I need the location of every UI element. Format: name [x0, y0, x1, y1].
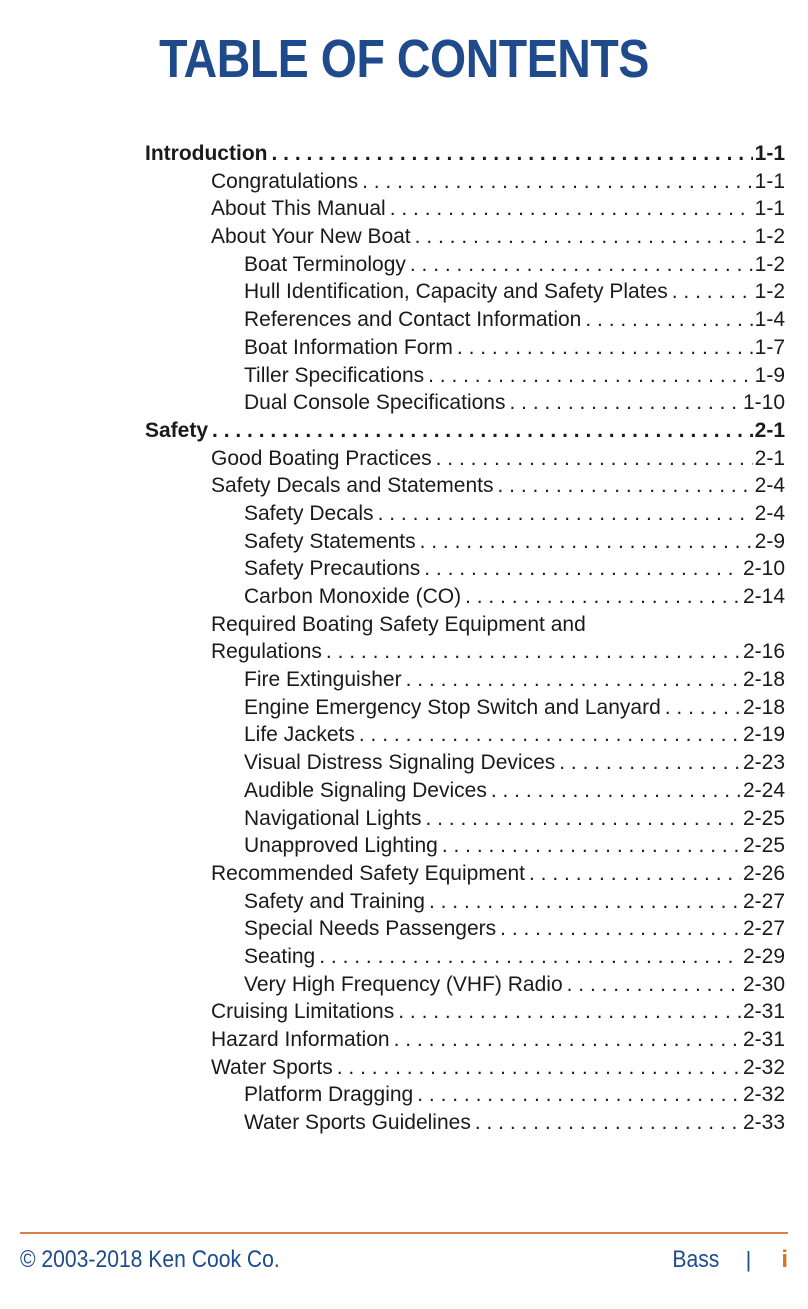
- toc-entry[interactable]: [244, 1109, 808, 1137]
- toc-entry-label: Safety Precautions: [244, 557, 421, 581]
- toc-entry-label: About This Manual: [211, 197, 386, 221]
- toc-entry-page: 2-19: [742, 723, 785, 747]
- toc-dot-leader: [378, 500, 753, 528]
- toc-entry-page: 1-9: [754, 363, 785, 387]
- toc-entry-page: 2-16: [742, 640, 785, 664]
- footer-divider: [20, 1232, 788, 1234]
- toc-entry-page: 2-14: [742, 585, 785, 608]
- toc-dot-leader: [509, 389, 740, 417]
- toc-entry-label: Water Sports Guidelines: [244, 1111, 471, 1135]
- toc-entry[interactable]: [244, 805, 808, 833]
- toc-entry[interactable]: [211, 860, 808, 888]
- toc-entry[interactable]: [211, 1026, 808, 1054]
- toc-entry-page: 2-10: [742, 557, 785, 581]
- toc-entry-page: 2-30: [742, 972, 785, 996]
- toc-entry-label: Platform Dragging: [244, 1083, 414, 1107]
- footer-page-number: i: [781, 1246, 788, 1273]
- toc-section-entry[interactable]: [145, 140, 808, 168]
- toc-entry-page: 2-9: [754, 529, 785, 553]
- table-of-contents: [0, 140, 808, 1137]
- toc-dot-leader: [398, 998, 741, 1026]
- toc-dot-leader: [212, 417, 753, 445]
- toc-entry[interactable]: [211, 223, 808, 251]
- toc-entry-page: 1-1: [754, 169, 785, 193]
- toc-entry-page: 2-4: [754, 501, 785, 525]
- toc-entry-label: Congratulations: [211, 169, 359, 193]
- toc-entry[interactable]: [211, 168, 808, 196]
- toc-dot-leader: [390, 195, 753, 223]
- toc-dot-leader: [498, 472, 753, 500]
- toc-entry[interactable]: [211, 1054, 808, 1082]
- toc-entry-page: 2-31: [742, 1028, 785, 1051]
- toc-entry[interactable]: [244, 749, 808, 777]
- toc-entry-label: Introduction: [145, 142, 268, 165]
- toc-entry-label: About Your New Boat: [211, 225, 411, 249]
- toc-entry-label: Very High Frequency (VHF) Radio: [244, 972, 563, 996]
- toc-entry-page: 2-1: [754, 446, 785, 470]
- toc-entry-label: Special Needs Passengers: [244, 917, 497, 941]
- toc-entry[interactable]: [211, 195, 808, 223]
- toc-dot-leader: [567, 971, 741, 999]
- toc-dot-leader: [420, 528, 753, 556]
- toc-entry-page: 2-33: [742, 1111, 785, 1135]
- toc-entry-label: Carbon Monoxide (CO): [244, 585, 462, 608]
- toc-dot-leader: [672, 278, 753, 306]
- toc-entry[interactable]: [244, 555, 808, 583]
- toc-entry[interactable]: [244, 528, 808, 556]
- toc-entry[interactable]: [244, 666, 808, 694]
- toc-dot-leader: [326, 638, 741, 666]
- toc-entry-page: 2-23: [742, 751, 785, 775]
- page-title: TABLE OF CONTENTS: [159, 29, 649, 89]
- toc-dot-leader: [585, 306, 752, 334]
- toc-entry[interactable]: [244, 694, 808, 722]
- toc-dot-leader: [417, 1081, 741, 1109]
- toc-dot-leader: [337, 1054, 741, 1082]
- toc-dot-leader: [665, 694, 741, 722]
- toc-section-entry[interactable]: [145, 417, 808, 445]
- toc-entry[interactable]: [244, 306, 808, 334]
- toc-entry[interactable]: [244, 721, 808, 749]
- toc-dot-leader: [457, 334, 753, 362]
- toc-entry-page: 1-2: [754, 225, 785, 249]
- footer-copyright: © 2003-2018 Ken Cook Co.: [20, 1246, 280, 1273]
- toc-entry-page: 1-4: [754, 308, 785, 332]
- toc-dot-leader: [415, 223, 753, 251]
- toc-entry-page: 2-24: [742, 778, 785, 802]
- toc-entry-page: 2-18: [742, 695, 785, 719]
- toc-entry-label: Unapproved Lighting: [244, 834, 438, 858]
- toc-entry-page: 2-32: [742, 1055, 785, 1079]
- toc-entry-label: Fire Extinguisher: [244, 668, 402, 692]
- toc-entry[interactable]: [244, 915, 808, 943]
- toc-entry-label: Regulations: [211, 640, 322, 664]
- toc-entry-page: 2-27: [742, 917, 785, 941]
- toc-dot-leader: [436, 445, 753, 473]
- toc-entry-page: 2-26: [742, 861, 785, 885]
- toc-entry-label: Navigational Lights: [244, 806, 422, 830]
- toc-entry[interactable]: [244, 278, 808, 306]
- toc-entry-label: Required Boating Safety Equipment and: [211, 612, 586, 636]
- toc-entry[interactable]: [244, 888, 808, 916]
- toc-entry-label: Hazard Information: [211, 1028, 390, 1051]
- toc-entry[interactable]: [211, 638, 808, 666]
- toc-entry-label: Engine Emergency Stop Switch and Lanyard: [244, 695, 661, 719]
- toc-entry[interactable]: [244, 334, 808, 362]
- toc-entry-label: Recommended Safety Equipment: [211, 861, 526, 885]
- toc-entry[interactable]: [244, 971, 808, 999]
- toc-dot-leader: [425, 805, 741, 833]
- toc-entry-page: 2-31: [742, 1000, 785, 1024]
- toc-entry[interactable]: [244, 362, 808, 390]
- toc-entry-label: Life Jackets: [244, 723, 355, 747]
- toc-entry-label: Audible Signaling Devices: [244, 778, 487, 802]
- toc-entry[interactable]: [244, 777, 808, 805]
- toc-entry-label: Good Boating Practices: [211, 446, 432, 470]
- toc-entry-page: 2-1: [754, 418, 785, 442]
- toc-dot-leader: [319, 943, 741, 971]
- toc-entry-label: Tiller Specifications: [244, 363, 425, 387]
- toc-dot-leader: [500, 915, 741, 943]
- toc-dot-leader: [271, 140, 752, 168]
- toc-entry-label: Safety Decals and Statements: [211, 474, 494, 498]
- toc-entry-page: 1-1: [754, 197, 785, 221]
- toc-dot-leader: [475, 1109, 741, 1137]
- footer-page-info: [666, 1246, 788, 1274]
- toc-dot-leader: [429, 888, 741, 916]
- toc-entry[interactable]: [244, 943, 808, 971]
- toc-entry-page: 2-4: [754, 474, 785, 498]
- toc-entry-label: Safety Decals: [244, 501, 374, 525]
- toc-entry[interactable]: [211, 445, 808, 473]
- toc-dot-leader: [465, 583, 741, 611]
- toc-entry-page: 1-2: [754, 252, 785, 276]
- toc-entry-label: Water Sports: [211, 1055, 333, 1079]
- toc-entry-label: Visual Distress Signaling Devices: [244, 751, 556, 775]
- toc-entry-page: 2-32: [742, 1083, 785, 1107]
- toc-dot-leader: [529, 860, 741, 888]
- toc-entry-label: Safety: [145, 418, 209, 442]
- toc-dot-leader: [491, 777, 741, 805]
- toc-entry-page: 2-29: [742, 944, 785, 968]
- toc-dot-leader: [362, 168, 753, 196]
- toc-dot-leader: [442, 832, 741, 860]
- toc-entry[interactable]: [244, 251, 808, 279]
- toc-entry[interactable]: [244, 1081, 808, 1109]
- toc-entry-page: 1-10: [742, 391, 785, 415]
- footer-book-name: Bass: [672, 1246, 720, 1273]
- toc-entry[interactable]: [211, 611, 808, 639]
- toc-entry[interactable]: [211, 998, 808, 1026]
- toc-entry-label: Boat Information Form: [244, 335, 453, 359]
- toc-entry-page: 1-2: [754, 280, 785, 304]
- toc-entry[interactable]: [244, 583, 808, 611]
- toc-entry[interactable]: [244, 832, 808, 860]
- toc-entry-page: 2-25: [742, 834, 785, 858]
- toc-dot-leader: [394, 1026, 741, 1054]
- footer-separator: |: [745, 1247, 752, 1272]
- toc-entry-page: 2-27: [742, 889, 785, 913]
- toc-dot-leader: [428, 362, 753, 390]
- toc-entry-label: Dual Console Specifications: [244, 391, 506, 415]
- toc-entry-page: 1-7: [754, 335, 785, 359]
- toc-entry[interactable]: [211, 472, 808, 500]
- toc-entry-label: Seating: [244, 944, 316, 968]
- toc-entry-label: References and Contact Information: [244, 308, 582, 332]
- toc-entry[interactable]: [244, 500, 808, 528]
- toc-entry-page: 2-18: [742, 668, 785, 692]
- toc-entry-label: Cruising Limitations: [211, 1000, 395, 1024]
- toc-dot-leader: [406, 666, 741, 694]
- toc-entry-label: Hull Identification, Capacity and Safety Plates: [244, 280, 668, 304]
- toc-entry-label: Safety and Training: [244, 889, 425, 913]
- toc-entry-label: Boat Terminology: [244, 252, 406, 276]
- toc-dot-leader: [424, 555, 741, 583]
- toc-entry-label: Safety Statements: [244, 529, 416, 553]
- toc-dot-leader: [559, 749, 741, 777]
- toc-dot-leader: [359, 721, 741, 749]
- toc-entry[interactable]: [244, 389, 808, 417]
- toc-entry-page: 1-1: [754, 142, 785, 165]
- toc-entry-page: 2-25: [742, 806, 785, 830]
- toc-dot-leader: [410, 251, 753, 279]
